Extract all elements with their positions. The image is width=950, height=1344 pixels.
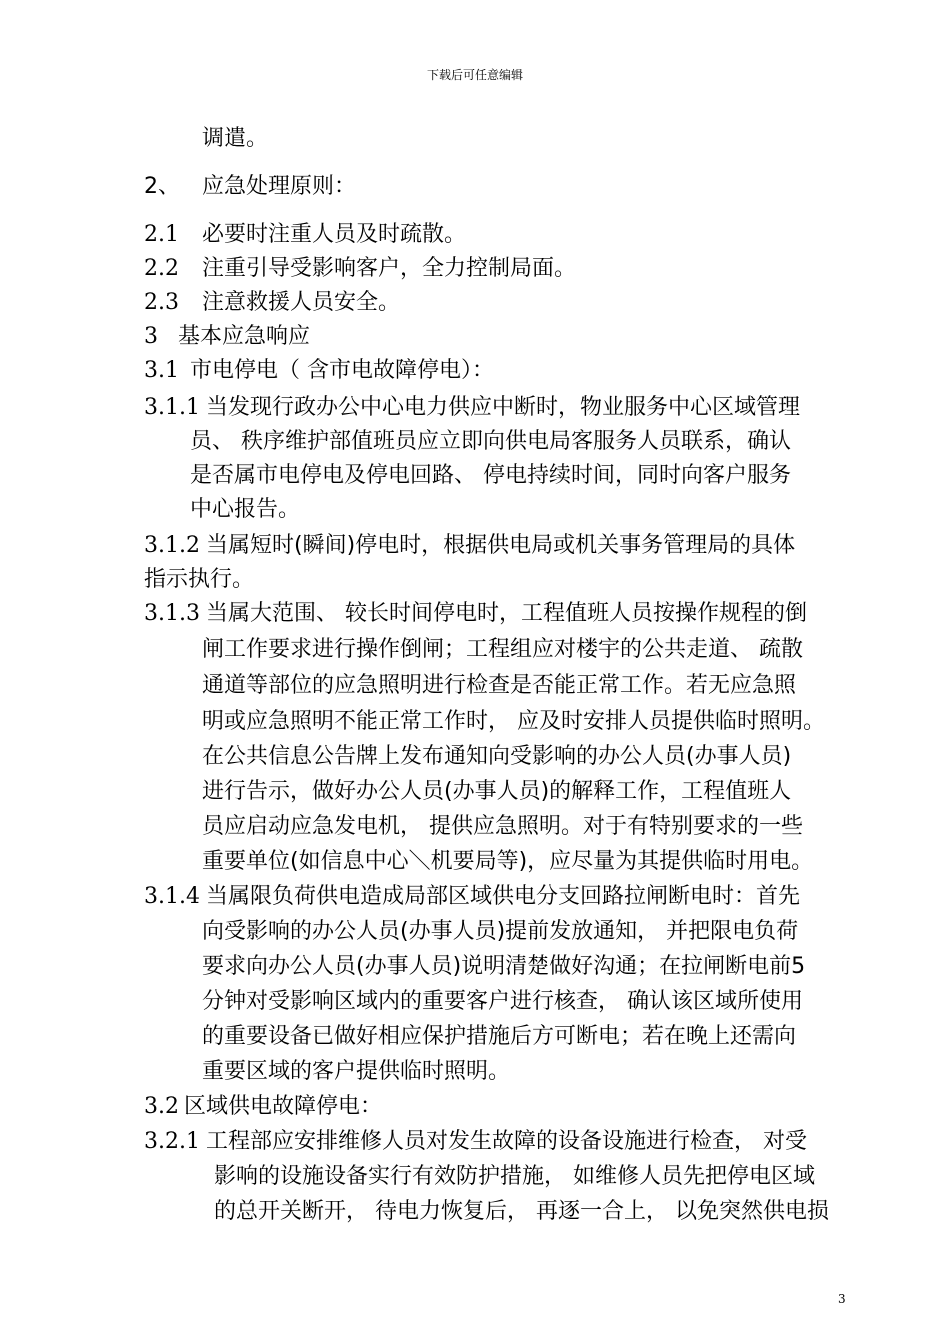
text-line: 进行告示，做好办公人员(办事人员)的解释工作，工程值班人 [202,779,792,804]
text-line: 当属限负荷供电造成局部区域供电分支回路拉闸断电时：首先 [206,884,801,909]
item-number: 3.2 [144,1094,179,1119]
item-number: 2.1 [144,222,179,247]
section-number: 2、 [144,174,180,199]
text-line: 区域供电故障停电： [184,1094,383,1119]
text-line: 员应启动应急发电机， 提供应急照明。对于有特别要求的一些 [202,814,803,839]
text-line: 通道等部位的应急照明进行检查是否能正常工作。若无应急照 [202,673,797,698]
text-line: 明或应急照明不能正常工作时， 应及时安排人员提供临时照明。 [202,709,825,734]
item-number: 3.1 [144,358,179,383]
text-line: 是否属市电停电及停电回路、 停电持续时间，同时向客户服务 [190,463,791,488]
text-line: 指示执行。 [144,567,255,592]
text-line: 必要时注重人员及时疏散。 [202,222,467,247]
page-header: 下载后可任意编辑 [426,68,523,82]
text-line: 的总开关断开， 待电力恢复后， 再逐一合上， 以免突然供电损 [214,1199,829,1224]
text-line: 当属大范围、 较长时间停电时，工程值班人员按操作规程的倒 [206,601,807,626]
text-line: 闸工作要求进行操作倒闸；工程组应对楼宇的公共走道、 疏散 [202,637,803,662]
text-line: 重要区域的客户提供临时照明。 [202,1059,511,1084]
text-line: 重要单位(如信息中心＼机要局等)，应尽量为其提供临时用电。 [202,849,814,874]
text-line: 员、 秩序维护部值班员应立即向供电局客服务人员联系，确认 [190,429,791,454]
item-number: 3.1.2 [144,533,200,558]
item-number: 3.1.1 [144,395,200,420]
text-line: 分钟对受影响区域内的重要客户进行核查， 确认该区域所使用 [202,989,803,1014]
text-line: 注意救援人员安全。 [202,290,401,315]
text-line: 市电停电（ 含市电故障停电）： [190,358,494,383]
text-line: 当发现行政办公中心电力供应中断时，物业服务中心区域管理 [206,395,801,420]
text-line: 当属短时(瞬间)停电时，根据供电局或机关事务管理局的具体 [206,533,796,558]
text-line: 影响的设施设备实行有效防护措施， 如维修人员先把停电区域 [214,1164,815,1189]
item-number: 3.1.4 [144,884,200,909]
text-line: 调遣。 [202,126,269,151]
text-line: 在公共信息公告牌上发布通知向受影响的办公人员(办事人员) [202,744,792,769]
item-number: 3.1.3 [144,601,200,626]
section-heading: 基本应急响应 [178,324,311,349]
text-line: 要求向办公人员(办事人员)说明清楚做好沟通；在拉闸断电前5 [202,954,806,979]
text-line: 向受影响的办公人员(办事人员)提前发放通知， 并把限电负荷 [202,919,799,944]
item-number: 2.3 [144,290,179,315]
text-line: 的重要设备已做好相应保护措施后方可断电；若在晚上还需向 [202,1024,797,1049]
item-number: 3.2.1 [144,1129,200,1154]
item-number: 2.2 [144,256,179,281]
text-line: 注重引导受影响客户，全力控制局面。 [202,256,577,281]
section-number: 3 [144,324,158,349]
section-heading: 应急处理原则： [202,174,357,199]
text-line: 中心报告。 [190,497,301,522]
text-line: 工程部应安排维修人员对发生故障的设备设施进行检查， 对受 [206,1129,807,1154]
page-number: 3 [838,1292,846,1306]
